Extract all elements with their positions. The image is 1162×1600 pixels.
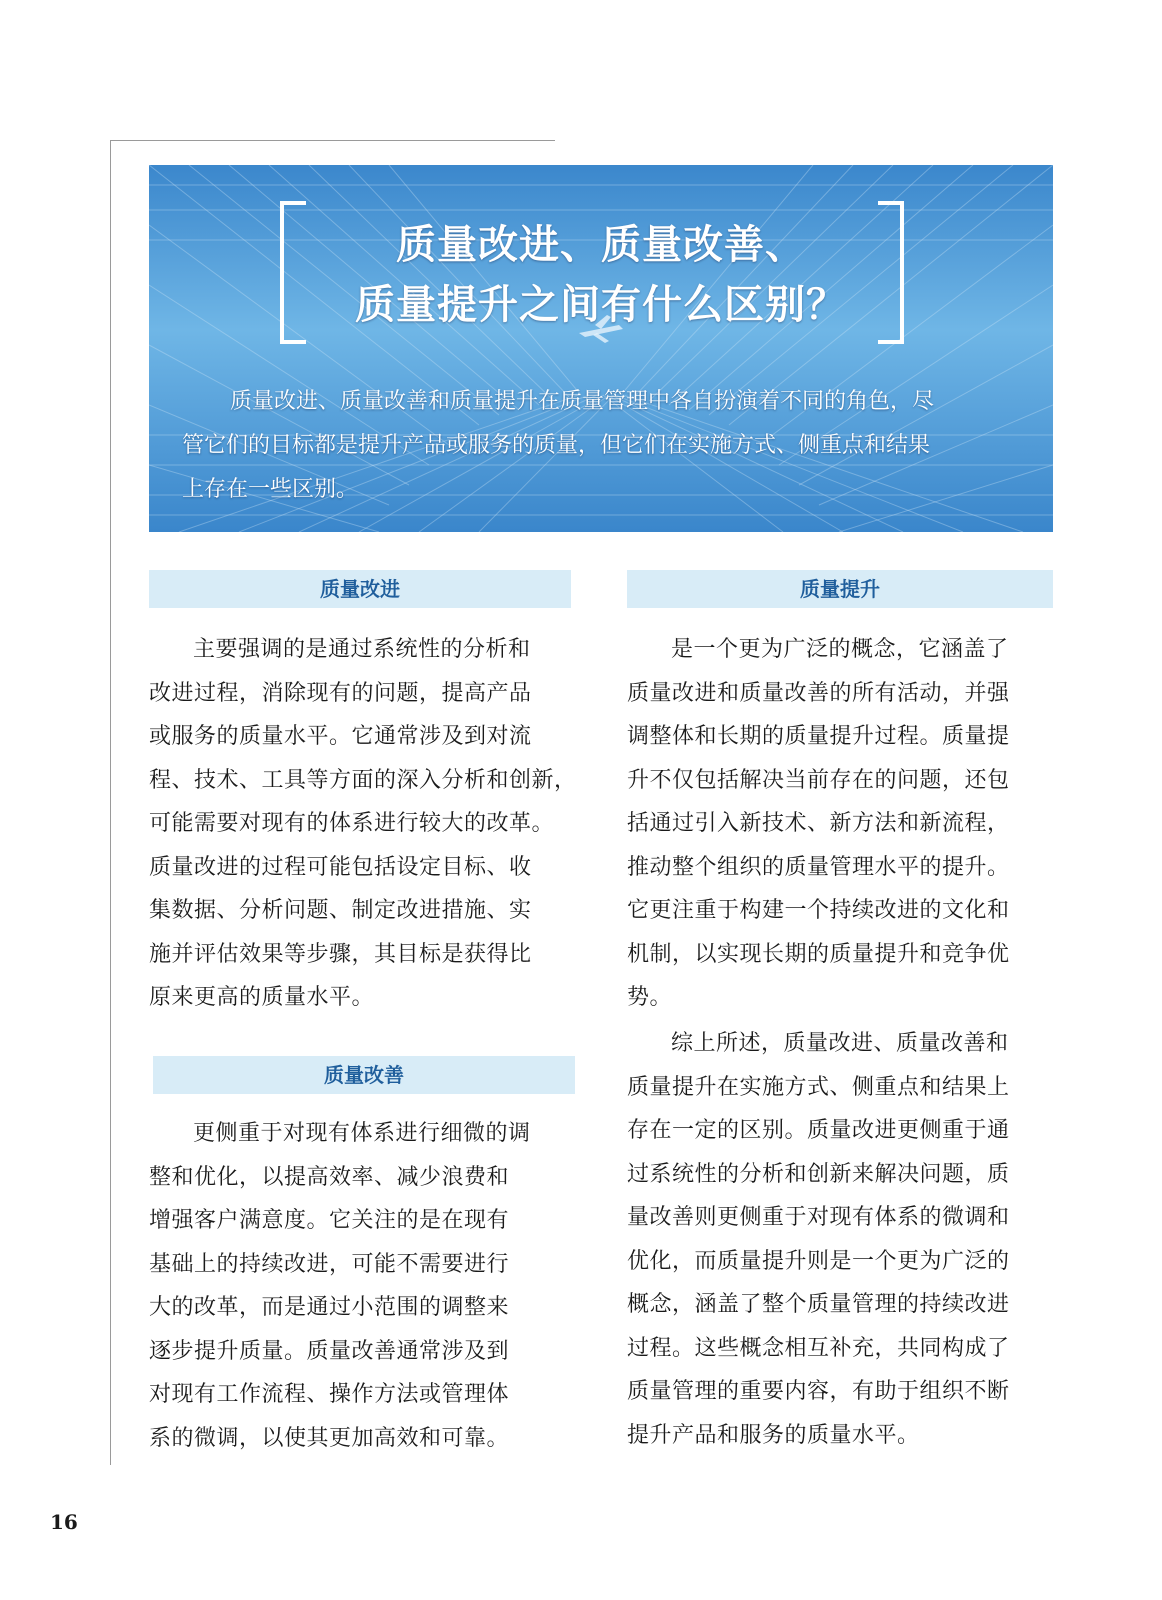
intro-paragraph bbox=[182, 380, 1020, 512]
text-line: 对现有工作流程、操作方法或管理体 bbox=[149, 1382, 510, 1407]
page-frame-top-rule bbox=[110, 140, 555, 141]
refinement-paragraph bbox=[149, 1112, 579, 1460]
page-number: 16 bbox=[50, 1510, 78, 1534]
text-line: 质量提升在实施方式、侧重点和结果上 bbox=[627, 1074, 1010, 1100]
text-line: 存在一定的区别。质量改进更侧重于通 bbox=[627, 1118, 1010, 1143]
enhancement-paragraph bbox=[627, 628, 1059, 1020]
text-line: 概念，涵盖了整个质量管理的持续改进 bbox=[627, 1292, 1010, 1317]
text-line: 调整体和长期的质量提升过程。质量提 bbox=[627, 724, 1010, 749]
section-heading-refinement: 质量改善 bbox=[153, 1056, 575, 1094]
page-frame-left-rule bbox=[110, 140, 111, 1465]
text-line: 可能需要对现有的体系进行较大的改革。 bbox=[149, 811, 555, 836]
section-heading-improvement: 质量改进 bbox=[149, 570, 571, 608]
text-line: 原来更高的质量水平。 bbox=[149, 985, 375, 1010]
banner-title-line-2: 质量提升之间有什么区别？ bbox=[355, 282, 847, 328]
banner-title-line-1: 质量改进、质量改善、 bbox=[396, 222, 806, 268]
text-line: 它更注重于构建一个持续改进的文化和 bbox=[627, 898, 1010, 923]
section-heading-enhancement: 质量提升 bbox=[627, 570, 1053, 608]
text-line: 逐步提升质量。质量改善通常涉及到 bbox=[149, 1338, 510, 1364]
text-line: 过程。这些概念相互补充，共同构成了 bbox=[627, 1335, 1010, 1361]
text-line: 提升产品和服务的质量水平。 bbox=[627, 1422, 920, 1448]
text-line: 量改善则更侧重于对现有体系的微调和 bbox=[627, 1205, 1010, 1230]
intro-line: 质量改进、质量改善和质量提升在质量管理中各自扮演着不同的角色，尽 bbox=[230, 389, 935, 414]
text-line: 或服务的质量水平。它通常涉及到对流 bbox=[149, 724, 532, 749]
text-line: 大的改革，而是通过小范围的调整来 bbox=[149, 1295, 510, 1320]
text-line: 集数据、分析问题、制定改进措施、实 bbox=[149, 898, 532, 923]
text-line: 优化，而质量提升则是一个更为广泛的 bbox=[627, 1248, 1010, 1274]
text-line: 括通过引入新技术、新方法和新流程， bbox=[627, 811, 1010, 836]
text-line: 系的微调，以使其更加高效和可靠。 bbox=[149, 1425, 510, 1451]
text-line: 综上所述，质量改进、质量改善和 bbox=[671, 1031, 1009, 1056]
text-line: 改进过程，消除现有的问题，提高产品 bbox=[149, 680, 532, 706]
text-line: 机制，以实现长期的质量提升和竞争优 bbox=[627, 941, 1010, 967]
text-line: 主要强调的是通过系统性的分析和 bbox=[193, 637, 531, 662]
text-line: 整和优化，以提高效率、减少浪费和 bbox=[149, 1164, 510, 1190]
text-line: 质量管理的重要内容，有助于组织不断 bbox=[627, 1379, 1010, 1404]
text-line: 过系统性的分析和创新来解决问题，质 bbox=[627, 1161, 1010, 1187]
text-line: 基础上的持续改进，可能不需要进行 bbox=[149, 1251, 510, 1277]
text-line: 势。 bbox=[627, 985, 673, 1010]
text-line: 增强客户满意度。它关注的是在现有 bbox=[149, 1208, 510, 1233]
intro-line: 管它们的目标都是提升产品或服务的质量，但它们在实施方式、侧重点和结果 bbox=[182, 433, 931, 458]
summary-paragraph bbox=[627, 1022, 1059, 1457]
text-line: 程、技术、工具等方面的深入分析和创新， bbox=[149, 767, 577, 793]
text-line: 推动整个组织的质量管理水平的提升。 bbox=[627, 854, 1010, 880]
text-line: 升不仅包括解决当前存在的问题，还包 bbox=[627, 767, 1010, 793]
intro-line: 上存在一些区别。 bbox=[182, 477, 359, 502]
text-line: 质量改进的过程可能包括设定目标、收 bbox=[149, 854, 532, 880]
title-banner bbox=[149, 165, 1053, 532]
text-line: 是一个更为广泛的概念，它涵盖了 bbox=[671, 637, 1009, 662]
text-line: 更侧重于对现有体系进行细微的调 bbox=[193, 1121, 531, 1146]
text-line: 质量改进和质量改善的所有活动，并强 bbox=[627, 680, 1010, 706]
text-line: 施并评估效果等步骤，其目标是获得比 bbox=[149, 941, 532, 967]
improvement-paragraph bbox=[149, 628, 579, 1020]
